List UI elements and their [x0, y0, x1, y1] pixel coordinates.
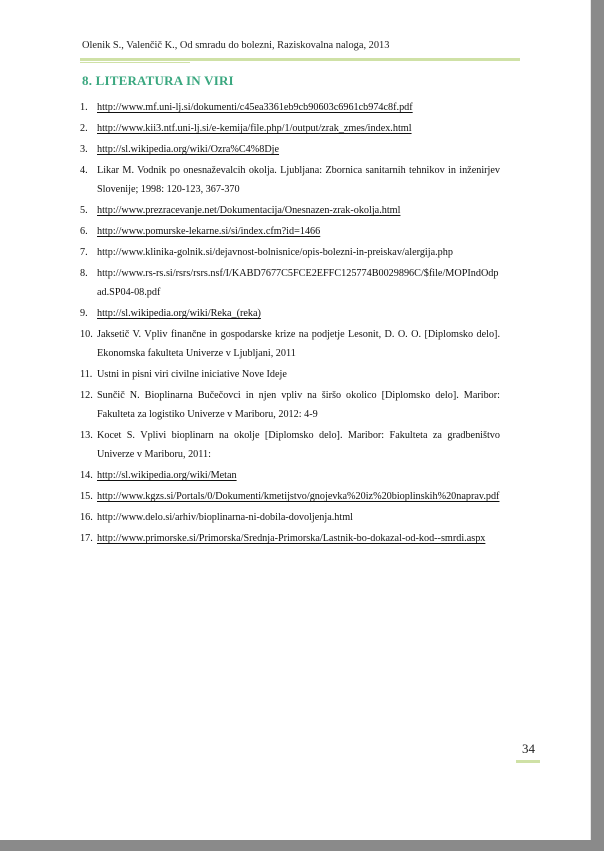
header-rule-thin — [80, 62, 190, 63]
reference-number: 13. — [80, 430, 93, 441]
reference-item — [80, 466, 500, 485]
reference-link[interactable]: http://www.primorske.si/Primorska/Srednja-Primorska/Lastnik-bo-dokazal-od-kod--smrdi.aspx — [97, 533, 486, 544]
reference-number: 2. — [80, 123, 88, 134]
reference-text: Ustni in pisni viri civilne iniciative Nove Ideje — [97, 369, 287, 380]
reference-text: http://www.delo.si/arhiv/bioplinarna-ni-dobila-dovoljenja.html — [97, 512, 353, 523]
reference-item — [80, 529, 500, 548]
reference-text: http://www.klinika-golnik.si/dejavnost-bolnisnice/opis-bolezni-in-preiskav/alergija.php — [97, 247, 453, 258]
reference-item — [80, 426, 500, 464]
reference-item — [80, 243, 500, 262]
reference-number: 12. — [80, 390, 93, 401]
reference-link[interactable]: http://sl.wikipedia.org/wiki/Reka_(reka) — [97, 308, 261, 319]
reference-number: 8. — [80, 268, 88, 279]
reference-number: 6. — [80, 226, 88, 237]
reference-number: 16. — [80, 512, 93, 523]
reference-number: 11. — [80, 369, 93, 380]
reference-text: Jaksetič V. Vpliv finančne in gospodarske krize na podjetje Lesonit, D. O. O. [Diplomsko delo]. Ekonomska fakulteta Univerze v Ljubljani, 2011 — [97, 329, 500, 359]
reference-link[interactable]: http://sl.wikipedia.org/wiki/Metan — [97, 470, 237, 481]
reference-item — [80, 98, 500, 117]
reference-item — [80, 264, 500, 302]
reference-number: 7. — [80, 247, 88, 258]
reference-link[interactable]: http://www.pomurske-lekarne.si/si/index.cfm?id=1466 — [97, 226, 321, 237]
reference-number: 3. — [80, 144, 88, 155]
reference-item — [80, 201, 500, 220]
reference-link[interactable]: http://www.prezracevanje.net/Dokumentacija/Onesnazen-zrak-okolja.html — [97, 205, 401, 216]
reference-number: 1. — [80, 102, 88, 113]
reference-item — [80, 161, 500, 199]
reference-text: http://www.rs-rs.si/rsrs/rsrs.nsf/I/KABD7677C5FCE2EFFC125774B0029896C/$file/MOPIndOdpad.SP04-08.pdf — [97, 268, 499, 298]
page-number-rule — [516, 760, 540, 763]
reference-item — [80, 325, 500, 363]
reference-list — [80, 98, 500, 550]
reference-item — [80, 222, 500, 241]
reference-item — [80, 365, 500, 384]
reference-item — [80, 487, 500, 506]
reference-number: 9. — [80, 308, 88, 319]
reference-item — [80, 140, 500, 159]
reference-link[interactable]: http://www.kii3.ntf.uni-lj.si/e-kemija/file.php/1/output/zrak_zmes/index.html — [97, 123, 412, 134]
reference-link[interactable]: http://www.kgzs.si/Portals/0/Dokumenti/kmetijstvo/gnojevka%20iz%20bioplinskih%20naprav.pdf — [97, 491, 500, 502]
reference-number: 4. — [80, 165, 88, 176]
reference-link[interactable]: http://www.mf.uni-lj.si/dokumenti/c45ea3361eb9cb90603c6961cb974c8f.pdf — [97, 102, 413, 113]
section-title: 8. LITERATURA IN VIRI — [82, 73, 234, 88]
reference-item — [80, 304, 500, 323]
reference-number: 10. — [80, 329, 93, 340]
running-header: Olenik S., Valenčič K., Od smradu do bolezni, Raziskovalna naloga, 2013 — [82, 40, 390, 51]
reference-number: 14. — [80, 470, 93, 481]
page-number: 34 — [522, 741, 535, 756]
reference-text: Likar M. Vodnik po onesnaževalcih okolja. Ljubljana: Zbornica sanitarnih tehnikov in inženirjev Slovenije; 1998: 120-123, 367-370 — [97, 165, 500, 195]
reference-item — [80, 508, 500, 527]
reference-number: 15. — [80, 491, 93, 502]
reference-item — [80, 119, 500, 138]
reference-item — [80, 386, 500, 424]
header-rule — [80, 58, 520, 61]
reference-link[interactable]: http://sl.wikipedia.org/wiki/Ozra%C4%8Dje — [97, 144, 280, 155]
reference-text: Kocet S. Vplivi bioplinarn na okolje [Diplomsko delo]. Maribor: Fakulteta za gradbeništvo Univerze v Mariboru, 2011: — [97, 430, 500, 460]
reference-number: 5. — [80, 205, 88, 216]
reference-number: 17. — [80, 533, 93, 544]
reference-text: Sunčič N. Bioplinarna Bučečovci in njen vpliv na širšo okolico [Diplomsko delo]. Maribor: Fakulteta za logistiko Univerze v Mariboru, 2012: 4-9 — [97, 390, 500, 420]
